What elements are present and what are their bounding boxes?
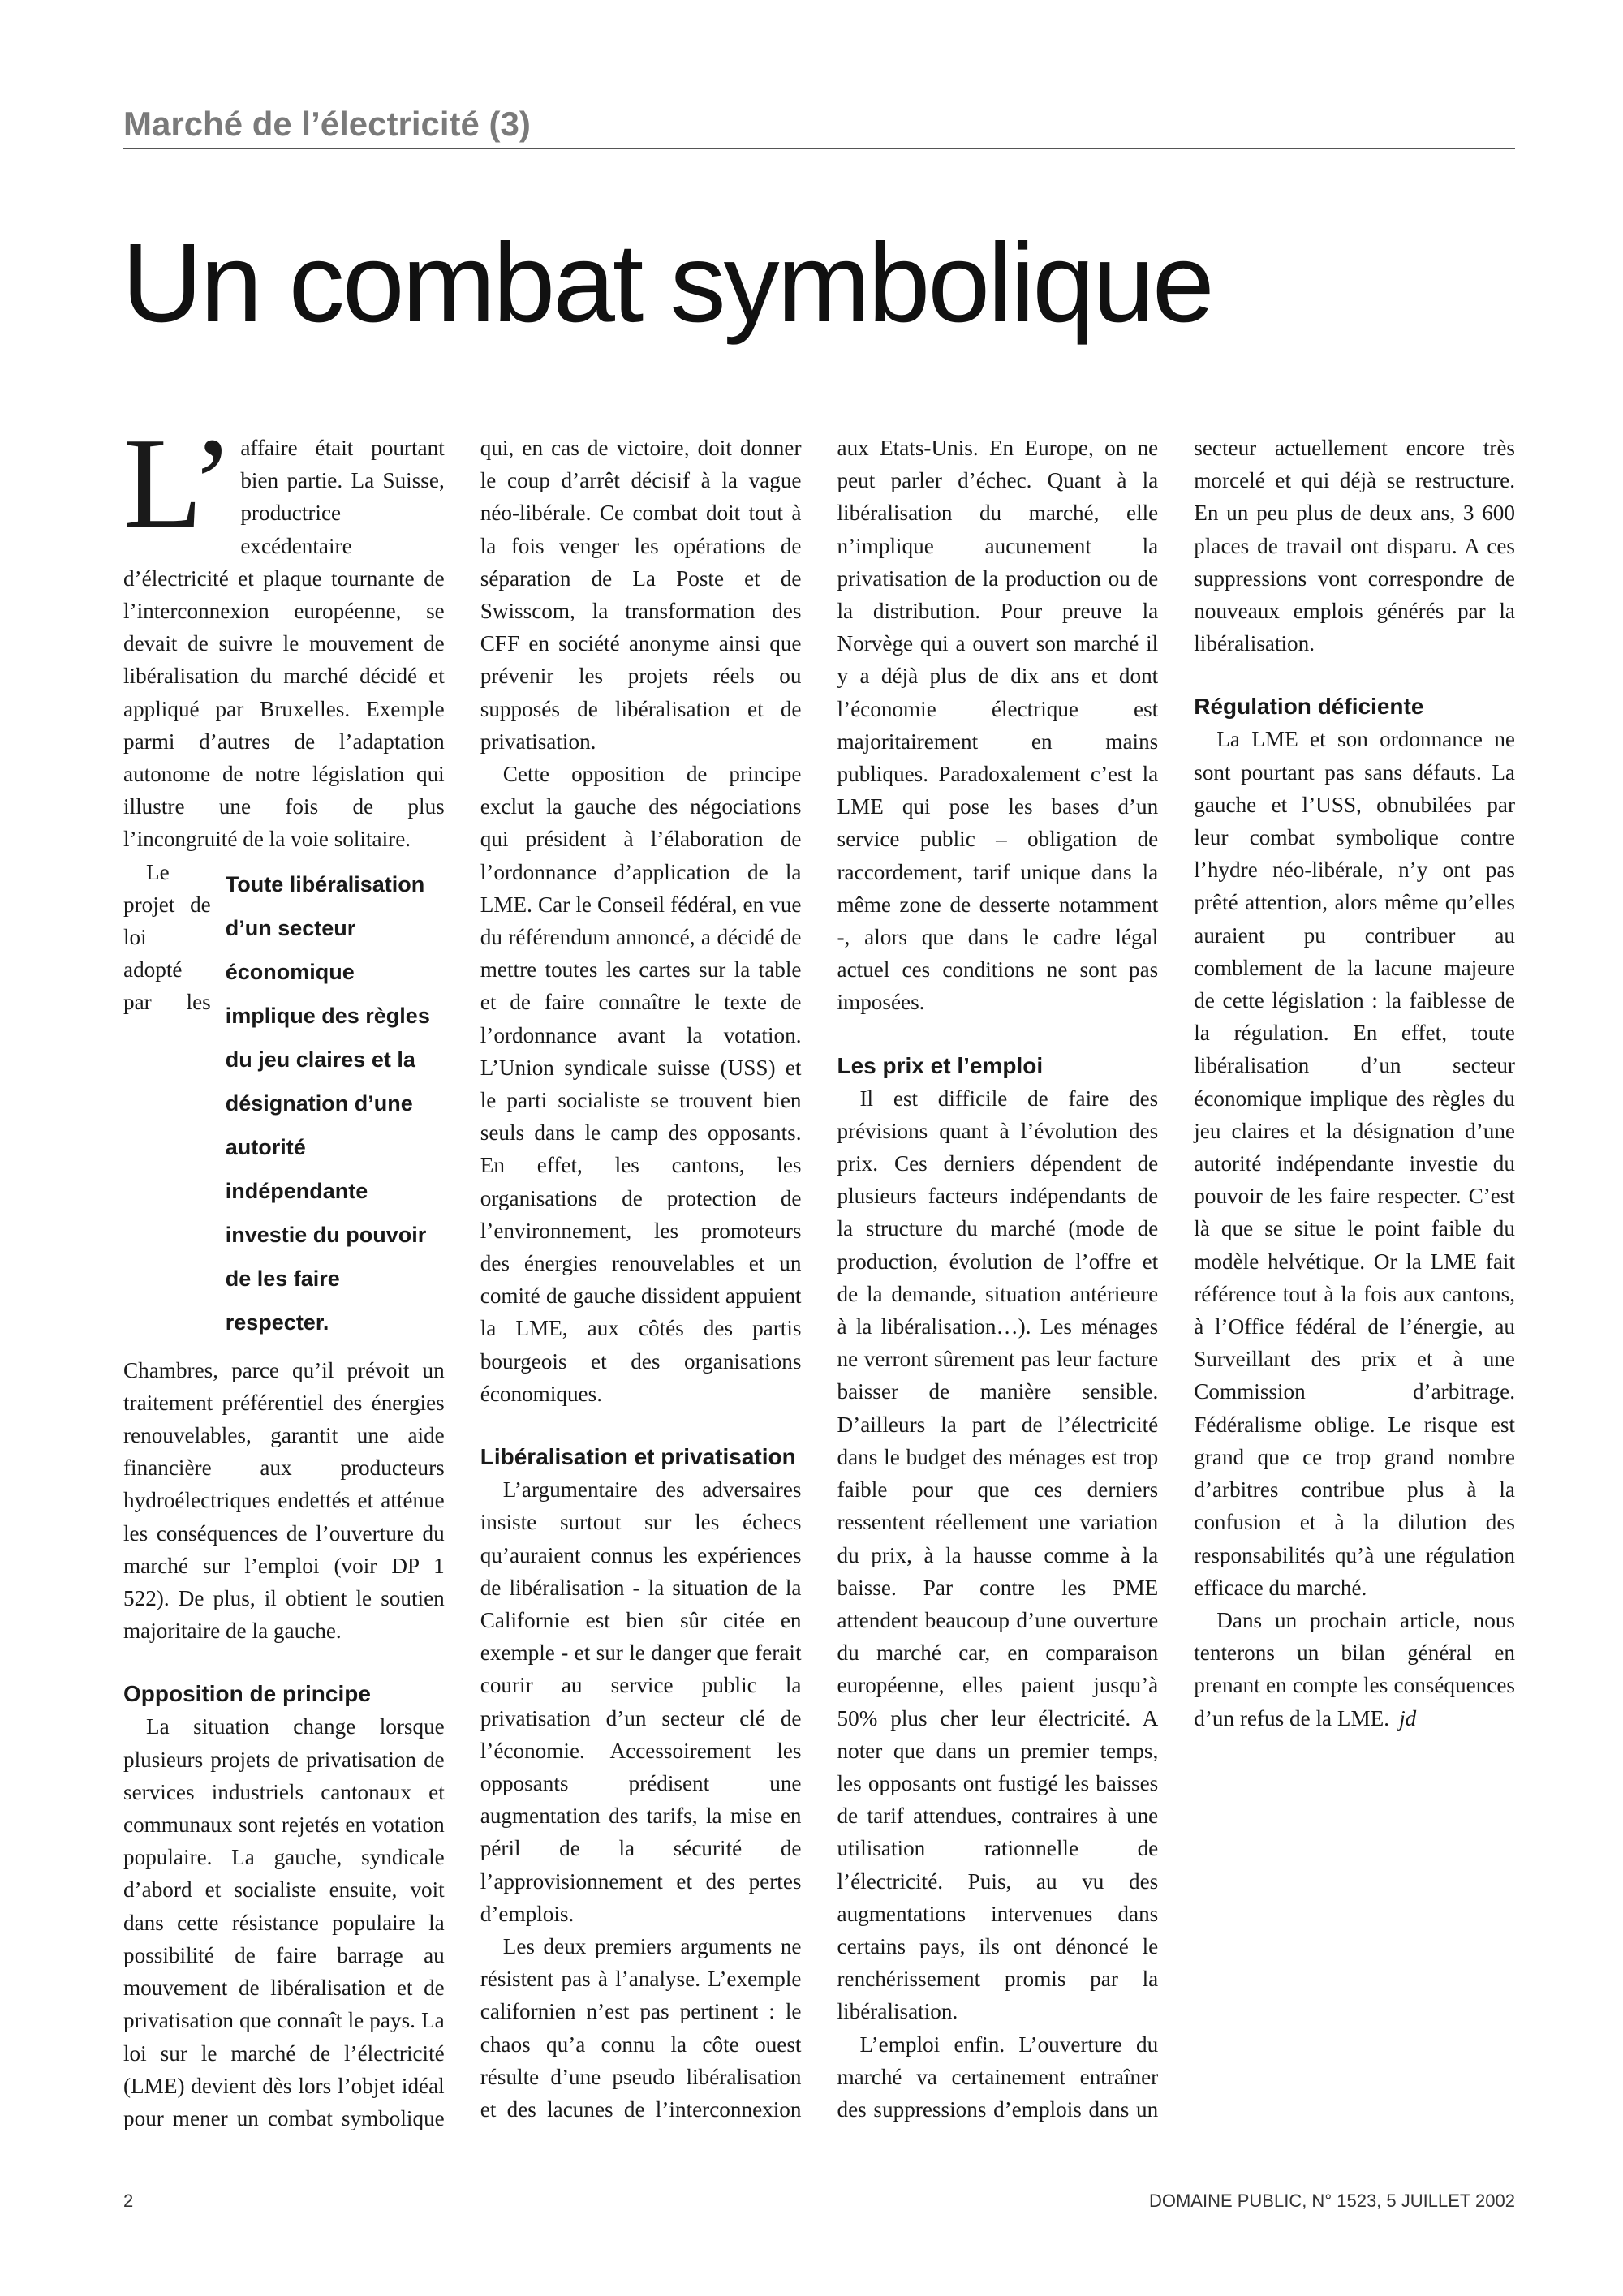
article-body (123, 411, 1515, 2135)
subheading-prix-emploi: Les prix et l’emploi (837, 1052, 1044, 1078)
paragraph: L’emploi enfin. L’ouverture du marché va certainement entraîner des suppressions d’emplois dans un secteur actuellement encore très morcelé et qui déjà se restructure. En un peu plus de deux ans, 3 600 places de travail ont disparu. A ces suppressions vont correspondre de nouveaux emplois générés par la libéralisation. (837, 436, 1515, 2122)
paragraph-intro: L’affaire était pourtant bien partie. La Suisse, productrice excédentaire d’électricité et plaque tournante de l’interconnexion européenne, se devait de suivre le mouvement de libéralisation du marché décidé et appliqué par Bruxelles. Exemple parmi d’autres de l’adaptation autonome de notre législation qui illustre une fois de plus l’incongruité de la voie solitaire. (123, 411, 445, 852)
paragraph: L’argumentaire des adversaires insiste surtout sur les échecs qu’auraient connus les expériences de libéralisation - la situation de la Californie est bien sûr citée en exemple - et sur le danger que ferait courir au service public la privatisation d’un secteur clé de l’économie. Accessoirement les opposants prédisent une augmentation des tarifs, la mise en péril de la sécurité de l’approvisionnement et des pertes d’emplois. (480, 1477, 802, 1926)
author-signature: jd (1399, 1705, 1417, 1731)
paragraph: La situation change lorsque plusieurs projets de privatisation de services industriels cantonaux et communaux sont rejetés en votation populaire. La gauche, syndicale d’abord et socialiste ensuite, voit dans cette résistance populaire la possibilité de faire barrage au mouvement de libéralisation et de privatisation que connaît le pays. La loi sur le marché de l’électricité (LME) devient dès lors l’objet idéal pour mener un combat symbolique qui, en cas de victoire, doit donner le coup d’arrêt décisif à la vague néo-libérale. Ce combat doit tout à la fois venger les opérations de séparation de La Poste et de Swisscom, la transformation des CFF en société anonyme ainsi que prévenir les projets réels ou supposés de libéralisation et de privatisation. (123, 436, 802, 2130)
subheading-liberalisation: Libéralisation et privatisation (480, 1444, 796, 1470)
pull-quote: Toute libéralisation d’un secteur économique implique des règles du jeu claires et la désignation d’une autorité indépendante investie du pouvoir de les faire respecter. (225, 871, 430, 1335)
paragraph: Il est difficile de faire des prévisions quant à l’évolution des prix. Ces derniers dépendent de plusieurs facteurs indépendants de la structure du marché (mode de production, évolution de l’offre et de la demande, situation antérieure à la libéralisation…). Les ménages ne verront sûrement pas leur facture baisser de manière sensible. D’ailleurs la part de l’électricité dans le budget des ménages est trop faible pour que ces derniers ressentent réellement une variation du prix, à la hausse comme à la baisse. Par contre les PME attendent beaucoup d’une ouverture du marché car, en comparaison européenne, elles paient jusqu’à 50% plus cher leur électricité. A noter que dans un premier temps, les opposants ont fustigé les baisses de tarif attendues, contraires à une utilisation rationnelle de l’électricité. Puis, au vu des augmentations intervenues dans certains pays, ils ont dénoncé le renchérissement promis par la libéralisation. (837, 1086, 1159, 2024)
closing-text: Dans un prochain article, nous tenterons un bilan général en prenant en compte les conséquences d’un refus de la LME. (1194, 1607, 1515, 1731)
section-rubric: Marché de l’électricité (3) (123, 107, 1515, 149)
paragraph: Le projet de loi adopté par les Chambres, parce qu’il prévoit un traitement préférentiel des énergies renouvelables, garantit une aide financière aux producteurs hydroélectriques endettés et atténue les conséquences de l’ouverture du marché sur l’emploi (voir DP 1 522). De plus, il obtient le soutien majoritaire de la gauche. (123, 859, 445, 1644)
paragraph-closing (1194, 1604, 1515, 1735)
paragraph: Cette opposition de principe exclut la gauche des négociations qui président à l’élaboration de l’ordonnance d’application de la LME. Car le Conseil fédéral, en vue du référendum annoncé, a décidé de mettre toutes les cartes sur la table et de faire connaître le texte de l’ordonnance avant la votation. L’Union syndicale suisse (USS) et le parti socialiste se trouvent bien seuls dans le camp des opposants. En effet, les cantons, les organisations de protection de l’environnement, les promoteurs des énergies renouvelables et un comité de gauche dissident appuient la LME, aux côtés des partis bourgeois et des organisations économiques. (480, 762, 802, 1406)
page-number: 2 (123, 2191, 134, 2211)
paragraph: La LME et son ordonnance ne sont pourtant pas sans défauts. La gauche et l’USS, obnubilées par leur combat symbolique contre l’hydre néo-libérale, n’y ont pas prêté attention, alors même qu’elles auraient pu contribuer au comblement de la lacune majeure de cette législation : la faiblesse de la régulation. En effet, toute libéralisation d’un secteur économique implique des règles du jeu claires et la désignation d’une autorité indépendante investie du pouvoir de les faire respecter. C’est là que se situe le point faible du modèle helvétique. Or la LME fait référence tout à la fois aux cantons, à l’Office fédéral de l’énergie, au Surveillant des prix et à une Commission d’arbitrage. Fédéralisme oblige. Le risque est grand que ce trop grand nombre d’arbitres contribue plus à la confusion et à la dilution des responsabilités qu’à une régulation efficace du marché. (1194, 727, 1515, 1600)
subheading-opposition: Opposition de principe (123, 1681, 371, 1707)
issue-info: DOMAINE PUBLIC, N° 1523, 5 JUILLET 2002 (1148, 2191, 1515, 2211)
paragraph: Les deux premiers arguments ne résistent pas à l’analyse. L’exemple californien n’est pas pertinent : le chaos qu’a connu la côte ouest résulte d’une pseudo libéralisation et des lacunes de l’interconnexion aux Etats-Unis. En Europe, on ne peut parler d’échec. Quant à la libéralisation du marché, elle n’implique aucunement la privatisation de la production ou de la distribution. Pour preuve la Norvège qui a ouvert son marché il y a déjà plus de dix ans et dont l’économie électrique est majoritairement en mains publiques. Paradoxalement c’est la LME qui pose les bases d’un service public – obligation de raccordement, tarif unique dans la même zone de desserte notamment -, alors que dans le cadre légal actuel ces conditions ne sont pas imposées. (480, 436, 1159, 2122)
article-title: Un combat symbolique (122, 221, 1212, 346)
subheading-regulation: Régulation déficiente (1194, 694, 1424, 720)
